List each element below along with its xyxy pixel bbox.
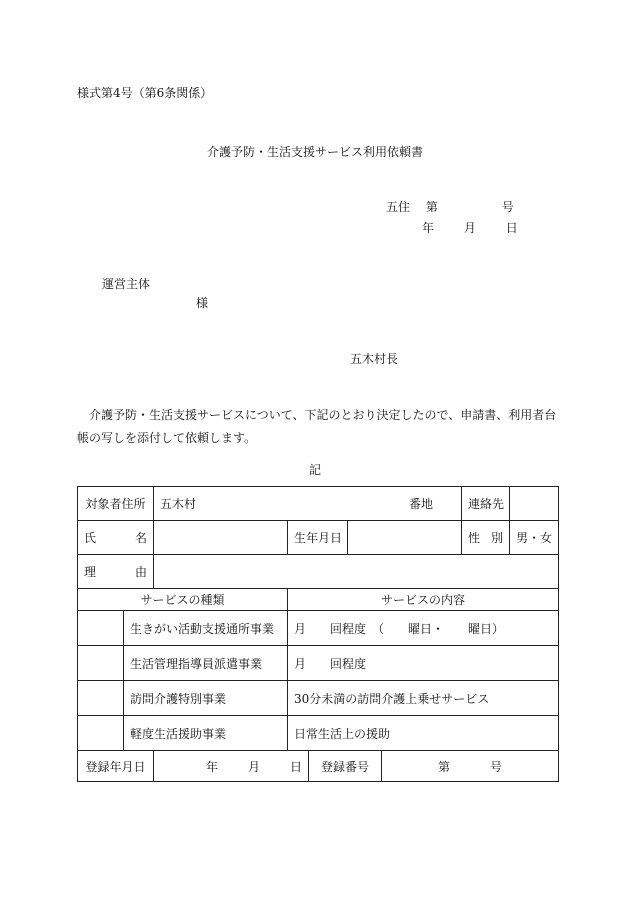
registration-month: 月 <box>247 759 260 774</box>
service-content-header: サービスの内容 <box>288 589 559 611</box>
reference-go: 号 <box>501 200 514 214</box>
service-row <box>78 646 559 681</box>
name-field[interactable] <box>154 521 288 555</box>
reference-day: 日 <box>505 221 518 235</box>
service-header-row <box>78 589 559 611</box>
address-value: 五木村 <box>160 497 197 511</box>
reference-date-line <box>386 219 526 236</box>
request-table <box>77 486 559 751</box>
registration-go: 号 <box>489 759 502 774</box>
name-label: 氏 名 <box>78 521 154 555</box>
service-name: 生活管理指導員派遣事業 <box>124 646 288 681</box>
registration-table <box>77 751 559 782</box>
service-check-cell[interactable] <box>78 611 124 646</box>
service-name: 軽度生活援助事業 <box>124 716 288 751</box>
banchi-label: 番地 <box>409 497 434 511</box>
issuer-name: 五木村長 <box>350 352 399 366</box>
registration-date-label: 登録年月日 <box>78 751 154 782</box>
reference-dai: 第 <box>425 200 438 214</box>
sex-options[interactable]: 男・女 <box>510 521 559 555</box>
registration-date-field[interactable] <box>154 751 309 782</box>
registration-number-field[interactable] <box>382 751 559 782</box>
address-field[interactable] <box>154 487 462 521</box>
registration-year: 年 <box>206 759 219 774</box>
reason-field[interactable] <box>154 555 559 589</box>
address-label: 対象者住所 <box>78 487 154 521</box>
reason-label: 理 由 <box>78 555 154 589</box>
registration-row <box>78 751 559 782</box>
service-row <box>78 716 559 751</box>
addressee-org: 運営主体 <box>102 277 151 291</box>
reference-prefix: 五住 <box>386 200 411 214</box>
service-check-cell[interactable] <box>78 681 124 716</box>
reason-row <box>78 555 559 589</box>
body-text: 介護予防・生活支援サービスについて、下記のとおり決定したので、申請書、利用者台帳の写しを添付して依頼します。 <box>77 408 557 445</box>
service-content: 月 回程度 （ 曜日・ 曜日） <box>288 611 559 646</box>
service-row <box>78 611 559 646</box>
registration-day: 日 <box>289 759 302 774</box>
registration-dai: 第 <box>438 759 451 774</box>
dob-field[interactable] <box>348 521 462 555</box>
service-row <box>78 681 559 716</box>
contact-label: 連絡先 <box>462 487 510 521</box>
service-name: 生きがい活動支援通所事業 <box>124 611 288 646</box>
dob-label: 生年月日 <box>288 521 348 555</box>
service-content: 30分未満の訪問介護上乗せサービス <box>288 681 559 716</box>
name-row <box>78 521 559 555</box>
form-number: 様式第4号（第6条関係） <box>77 86 213 100</box>
service-content: 月 回程度 <box>288 646 559 681</box>
registration-number-label: 登録番号 <box>309 751 382 782</box>
addressee-honorific: 様 <box>196 296 209 310</box>
service-content: 日常生活上の援助 <box>288 716 559 751</box>
service-check-cell[interactable] <box>78 646 124 681</box>
reference-month: 月 <box>463 221 476 235</box>
service-check-cell[interactable] <box>78 716 124 751</box>
sex-label: 性 別 <box>462 521 510 555</box>
reference-number-line <box>386 198 526 215</box>
reference-year: 年 <box>422 221 435 235</box>
service-type-header: サービスの種類 <box>78 589 288 611</box>
address-row <box>78 487 559 521</box>
document-title: 介護予防・生活支援サービス利用依頼書 <box>206 145 423 159</box>
ki-heading: 記 <box>308 463 321 477</box>
service-name: 訪問介護特別事業 <box>124 681 288 716</box>
contact-field[interactable] <box>510 487 559 521</box>
